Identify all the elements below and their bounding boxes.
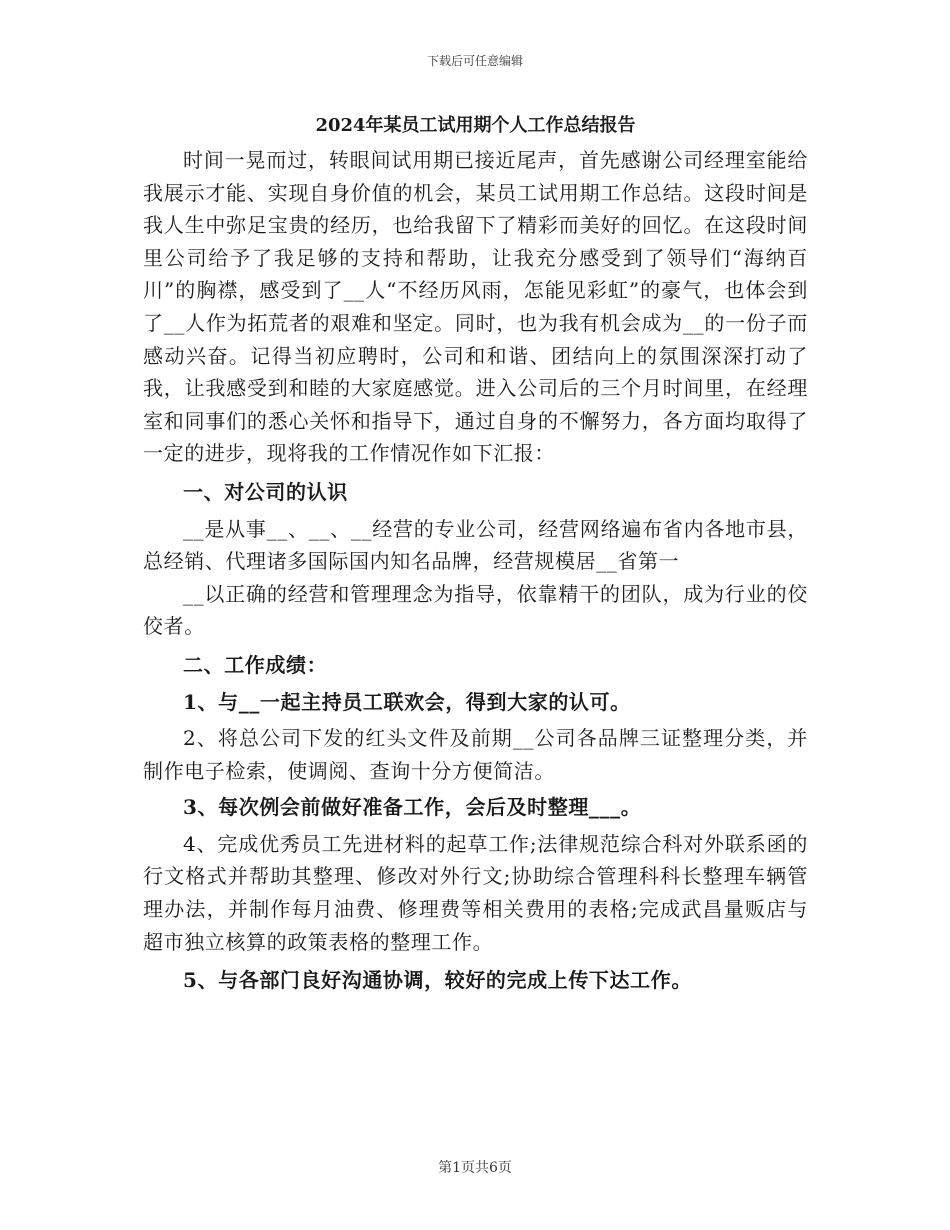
achievement-item-3: 3、每次例会前做好准备工作，会后及时整理___。 [183,795,642,820]
achievement-item-4: 4、完成优秀员工先进材料的起草工作;法律规范综合科对外联系函的行文格式并帮助其整理、修改对外行文;协助综合管理科科长整理车辆管理办法，并制作每月油费、修理费等相关费用的表格;完成武昌量贩店与超市独立核算的政策表格的整理工作。 [143,831,808,954]
company-paragraph-1: __是从事__、__、__经营的专业公司，经营网络遍布省内各地市县，总经销、代理诸多国际国内知名品牌，经营规模居__省第一 [143,516,808,574]
intro-paragraph: 时间一晃而过，转眼间试用期已接近尾声，首先感谢公司经理室能给我展示才能、实现自身价值的机会，某员工试用期工作总结。这段时间是我人生中弥足宝贵的经历，也给我留下了精彩而美好的回忆。在这段时间里公司给予了我足够的支持和帮助，让我充分感受到了领导们“海纳百川”的胸襟，感受到了__人“不经历风雨，怎能见彩虹”的豪气，也体会到了__人作为拓荒者的艰难和坚定。同时，也为我有机会成为__的一份子而感动兴奋。记得当初应聘时，公司和和谐、团结向上的氛围深深打动了我，让我感受到和睦的大家庭感觉。进入公司后的三个月时间里，在经理室和同事们的悉心关怀和指导下，通过自身的不懈努力，各方面均取得了一定的进步，现将我的工作情况作如下汇报： [143,148,808,466]
company-paragraph-2: __以正确的经营和管理理念为指导，依靠精干的团队，成为行业的佼佼者。 [143,581,808,639]
achievement-item-1: 1、与__一起主持员工联欢会，得到大家的认可。 [183,689,631,714]
section-heading-achievements: 二、工作成绩： [183,652,328,677]
page-header: 下载后可任意编辑 [426,54,523,68]
document-body [143,112,808,997]
document-title: 2024年某员工试用期个人工作总结报告 [315,115,636,136]
achievement-item-2: 2、将总公司下发的红头文件及前期__公司各品牌三证整理分类，并制作电子检索，使调阅、查询十分方便简洁。 [143,726,808,783]
section-heading-company: 一、对公司的认识 [183,479,348,504]
achievement-item-5: 5、与各部门良好沟通协调，较好的完成上传下达工作。 [183,968,692,993]
page-footer: 第1页共6页 [438,1160,512,1176]
